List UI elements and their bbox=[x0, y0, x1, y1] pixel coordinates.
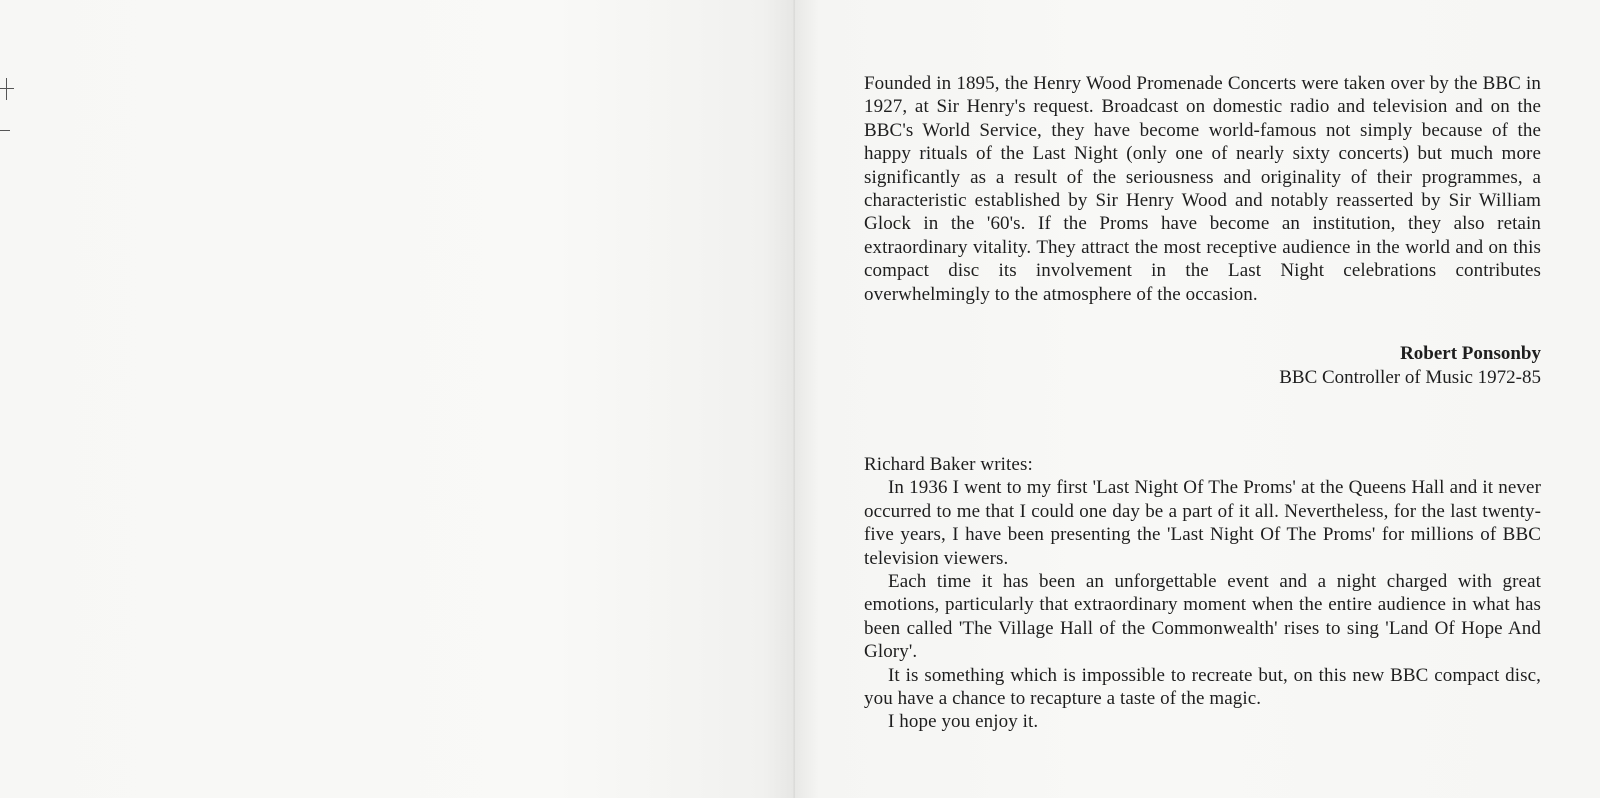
richard-baker-section bbox=[864, 453, 1541, 734]
baker-paragraph: It is something which is impossible to recreate but, on this new BBC compact disc, you have a chance to recapture a taste of the magic. bbox=[864, 664, 1541, 710]
author-name: Robert Ponsonby bbox=[1400, 343, 1541, 364]
baker-paragraph: Each time it has been an unforgettable event and a night charged with great emotions, particularly that extraordinary moment when the entire audience in what has been called 'The Village Hall of the Commonwealth' rises to sing 'Land Of Hope And Glory'. bbox=[864, 571, 1541, 663]
baker-paragraph: I hope you enjoy it. bbox=[888, 711, 1039, 733]
author-signature bbox=[1100, 342, 1541, 390]
crop-mark bbox=[6, 78, 7, 100]
author-title: BBC Controller of Music 1972-85 bbox=[1279, 367, 1541, 388]
crop-mark bbox=[0, 88, 14, 89]
crop-mark bbox=[0, 130, 10, 131]
proms-history-paragraph: Founded in 1895, the Henry Wood Promenade Concerts were taken over by the BBC in 1927, at Sir Henry's request. Broadcast on domestic radio and television and on the BBC's World Service, they have become world-famous not simply because of the happy rituals of the Last Night (only one of nearly sixty concerts) but much more significantly as a result of the seriousness and originality of their programmes, a characteristic established by Sir Henry Wood and notably reasserted by Sir William Glock in the '60's. If the Proms have become an institution, they also retain extraordinary vitality. They attract the most receptive audience in the world and on this compact disc its involvement in the Last Night celebrations contributes overwhelmingly to the atmosphere of the occasion. bbox=[864, 73, 1541, 305]
baker-intro: Richard Baker writes: bbox=[864, 454, 1033, 475]
left-page-blank bbox=[0, 0, 795, 798]
baker-paragraph: In 1936 I went to my first 'Last Night Of The Proms' at the Queens Hall and it never occurred to me that I could one day be a part of it all. Nevertheless, for the last twenty-five years, I have been presenting the 'Last Night Of The Proms' for millions of BBC television viewers. bbox=[864, 477, 1541, 569]
